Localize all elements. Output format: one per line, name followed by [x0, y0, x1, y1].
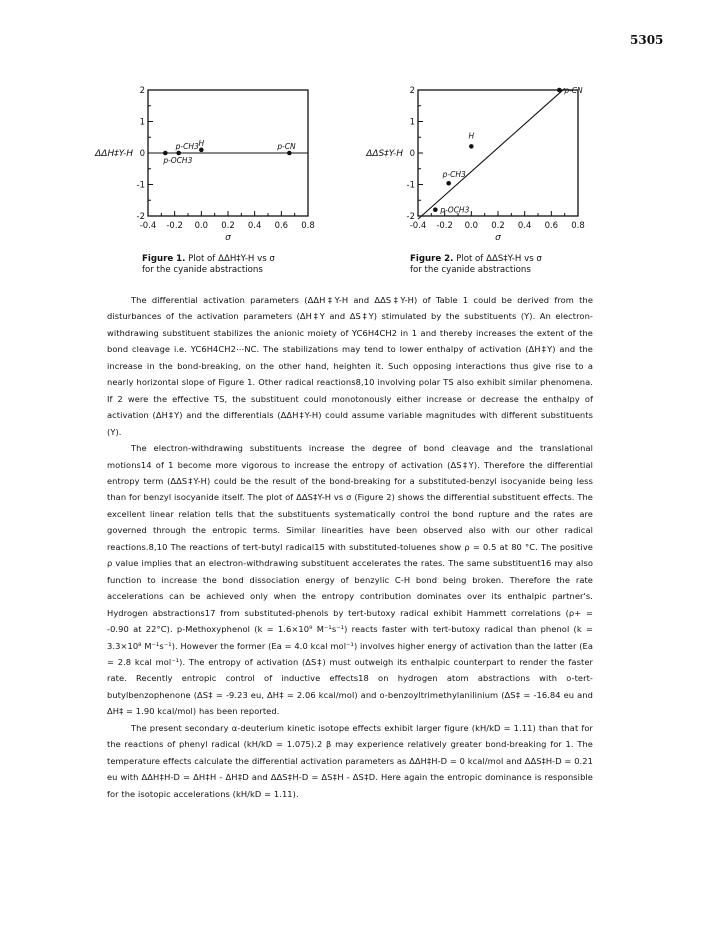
y-axis-label: ΔΔS‡Y-H	[366, 149, 403, 159]
y-tick-label: 0	[409, 149, 415, 159]
figure-1-plot	[86, 82, 316, 247]
page-number: 5305	[630, 33, 664, 47]
x-axis-label: σ	[225, 233, 231, 243]
figure-1-caption-label: Figure 1.	[142, 254, 186, 264]
figure-2-caption-label: Figure 2.	[410, 254, 454, 264]
y-tick-label: -1	[406, 180, 415, 191]
x-tick-label: 0.6	[274, 221, 289, 231]
y-tick-label: 2	[409, 86, 415, 96]
data-point	[446, 181, 451, 186]
figure-1-caption-text: Plot of ΔΔH‡Y-H vs σ	[188, 254, 275, 264]
data-point	[163, 151, 168, 156]
y-tick-label: -2	[136, 212, 145, 222]
x-tick-label: 0.4	[517, 221, 532, 231]
x-tick-label: 0.0	[194, 221, 209, 231]
x-tick-label: 0.6	[544, 221, 559, 231]
y-tick-label: 1	[409, 117, 415, 128]
data-point-label: p-OCH3	[440, 205, 470, 215]
y-tick-label: 2	[139, 86, 145, 96]
body-text	[107, 292, 593, 802]
figure-1-caption	[142, 254, 275, 276]
data-point	[557, 88, 562, 93]
data-point-label: p-CN	[277, 142, 296, 151]
y-tick-label: 1	[139, 117, 145, 128]
x-tick-label: -0.4	[139, 221, 157, 231]
fit-line	[418, 88, 565, 219]
x-tick-label: 0.8	[301, 221, 315, 231]
data-point	[199, 148, 204, 153]
x-tick-label: 0.4	[247, 221, 262, 231]
figure-2-caption-text: Plot of ΔΔS‡Y-H vs σ	[456, 254, 542, 264]
data-point-label: H	[198, 138, 205, 148]
y-tick-label: -2	[406, 212, 415, 222]
figure-2-caption	[410, 254, 542, 276]
paragraph-1: The differential activation parameters (ΔΔH‡Y-H and ΔΔS‡Y-H) of Table 1 could be derived from the disturbances of the activation parameters (ΔH‡Y and ΔS‡Y) stimulated by the substituents (Y). An electron-withdrawing substituent stabilizes the anionic moiety of YC6H4CH2 in 1 and thereby increases the extent of the bond cleavage i.e. YC6H4CH2⋯NC. The stabilizations may tend to lower enthalpy of activation (ΔH‡Y) and the increase in the bond-breaking, on the other hand, heighten it. Such opposing interactions thus give rise to a nearly horizontal slope of Figure 1. Other radical reactions8,10 involving polar TS also exhibit similar phenomena. If 2 were the effective TS, the substituent could monotonously either increase or decrease the enthalpy of activation (ΔH‡Y) and the differentials (ΔΔH‡Y-H) could assume variable magnitudes with different substituents (Y).	[107, 295, 593, 437]
data-point-label: p-CH3	[442, 170, 466, 180]
data-point	[433, 207, 438, 212]
y-axis-label: ΔΔH‡Y-H	[95, 149, 133, 159]
x-tick-label: 0.8	[571, 221, 585, 231]
data-point	[469, 144, 474, 149]
paragraph-2: The electron-withdrawing substituents increase the degree of bond cleavage and the translational motions14 of 1 become more vigorous to increase the entropy of activation (ΔS‡Y). Therefore the differential entropy term (ΔΔS‡Y-H) could be the result of the bond-breaking for a substituted-benzyl isocyanide being less than for benzyl isocyanide itself. The plot of ΔΔS‡Y-H vs σ (Figure 2) shows the differential substituent effects. The excellent linear relation tells that the substituents systematically control the bond rupture and the rates are governed through the entropic terms. Similar linearities have been observed also with our other radical reactions.8,10 The reactions of tert-butyl radical15 with substituted-toluenes show ρ = 0.5 at 80 °C. The positive ρ value implies that an electron-withdrawing substituent accelerates the rates. The same substituent16 may also function to increase the bond dissociation energy of benzylic C-H bond being broken. Therefore the rate accelerations can be achieved only when the entropy contribution dominates over its enthalpic partner's. Hydrogen abstractions17 from substituted-phenols by tert-butoxy radical exhibit Hammett correlations (ρ+ = -0.90 at 22°C). p-Methoxyphenol (k = 1.6×10⁹ M⁻¹s⁻¹) reacts faster with tert-butoxy radical than phenol (k = 3.3×10⁸ M⁻¹s⁻¹). However the former (Ea = 4.0 kcal mol⁻¹) involves higher energy of activation than the latter (Ea = 2.8 kcal mol⁻¹). The entropy of activation (ΔS‡) must outweigh its enthalpic counterpart to render the faster rate. Recently entropic control of inductive effects18 on hydrogen atom abstractions with o-tert-butylbenzophenone (ΔS‡ = -9.23 eu, ΔH‡ = 2.06 kcal/mol) and o-benzoyltrimethylanilinium (ΔS‡ = -16.84 eu and ΔH‡ = 1.90 kcal/mol) has been reported.	[107, 443, 593, 717]
x-axis-label: σ	[495, 233, 501, 243]
y-tick-label: -1	[136, 180, 145, 191]
data-point	[176, 151, 181, 156]
figure-2-caption-text2: for the cyanide abstractions	[410, 265, 531, 275]
data-point-label: p-CN	[564, 86, 583, 95]
x-tick-label: 0.0	[464, 221, 479, 231]
x-tick-label: -0.2	[436, 221, 453, 231]
figure-2-plot	[356, 82, 586, 247]
data-point	[287, 151, 292, 156]
paragraph-3: The present secondary α-deuterium kinetic isotope effects exhibit larger figure (kH/kD = 1.11) than that for the reactions of phenyl radical (kH/kD = 1.075).2 β may experience relatively greater bond-breaking for 1. The temperature effects calculate the differential activation parameters as ΔΔH‡H-D = 0 kcal/mol and ΔΔS‡H-D = 0.21 eu with ΔΔH‡H-D = ΔH‡H - ΔH‡D and ΔΔS‡H-D = ΔS‡H - ΔS‡D. Here again the entropic dominance is responsible for the isotopic accelerations (kH/kD = 1.11).	[107, 722, 593, 799]
x-tick-label: -0.4	[409, 221, 427, 231]
x-tick-label: 0.2	[221, 221, 235, 231]
x-tick-label: -0.2	[166, 221, 183, 231]
data-point-label: p-OCH3	[163, 156, 193, 165]
x-tick-label: 0.2	[491, 221, 505, 231]
figure-1-caption-text2: for the cyanide abstractions	[142, 265, 263, 275]
data-point-label: p-CH3	[175, 142, 199, 151]
data-point-label: H	[468, 131, 475, 141]
y-tick-label: 0	[139, 149, 145, 159]
